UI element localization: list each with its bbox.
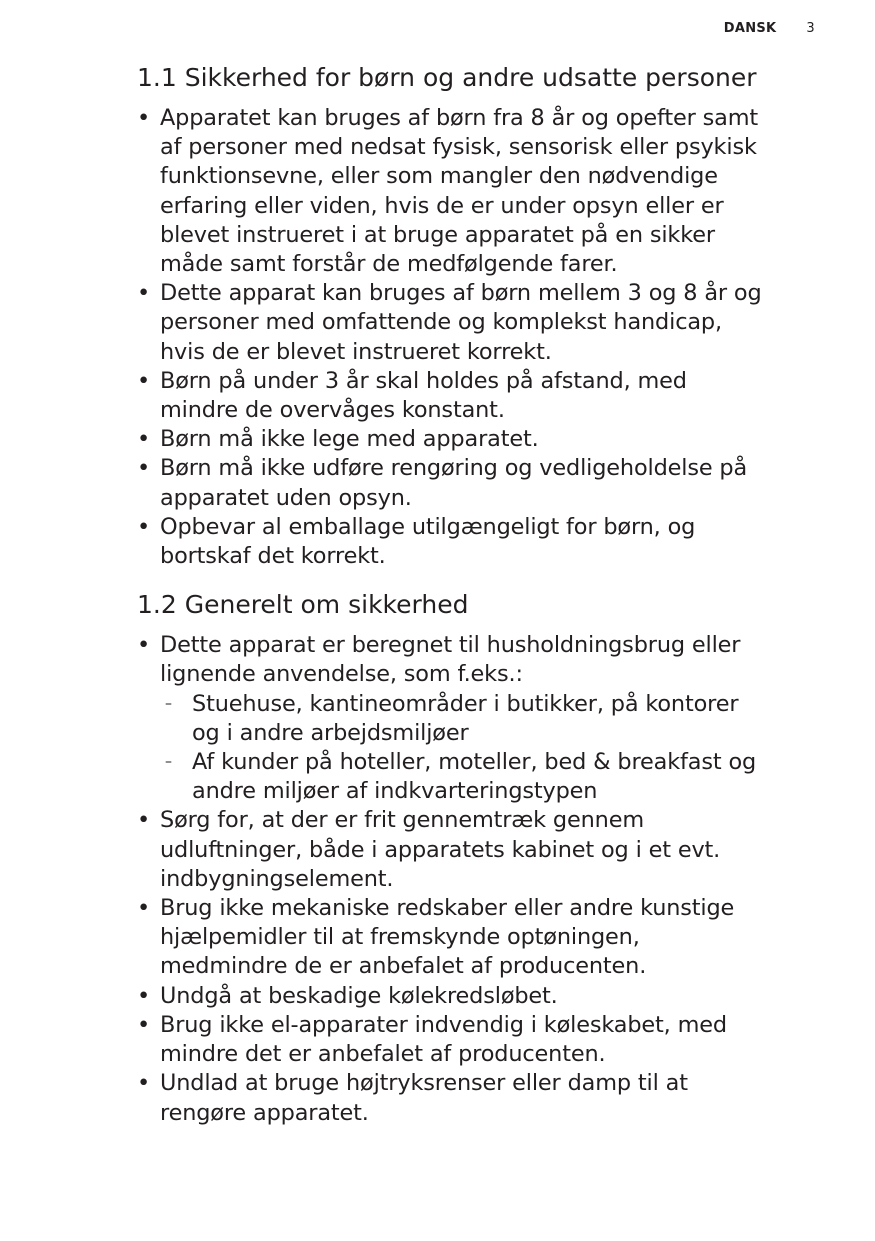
line: Børn må ikke udføre rengøring og vedligeholdelse på [160, 455, 748, 482]
section-1-number: 1.1 [137, 63, 177, 92]
line: personer med omfattende og komplekst handicap, [160, 309, 722, 336]
section-2-title: Generelt om sikkerhed [184, 590, 469, 620]
section-1-list [137, 104, 827, 571]
section-1-title: Sikkerhed for børn og andre udsatte personer [184, 63, 757, 92]
line: mindre de overvåges konstant. [160, 397, 505, 424]
list-item [137, 367, 827, 425]
line: Apparatet kan bruges af børn fra 8 år og opefter samt [160, 105, 759, 131]
list-item [137, 279, 827, 367]
section-2-heading [137, 589, 827, 621]
line: Brug ikke el-apparater indvendig i køleskabet, med [160, 1011, 727, 1038]
line: Børn på under 3 år skal holdes på afstand, med [160, 367, 687, 394]
line: udluftninger, både i apparatets kabinet og i et evt. [160, 836, 721, 863]
page-content [137, 62, 827, 1128]
sub-list [160, 690, 827, 807]
line: Opbevar al emballage utilgængeligt for børn, og [160, 513, 696, 540]
list-item [137, 631, 827, 806]
line: bortskaf det korrekt. [160, 543, 386, 570]
line: Børn må ikke lege med apparatet. [160, 426, 539, 453]
line: Dette apparat kan bruges af børn mellem 3 og 8 år og [160, 280, 762, 307]
line: Af kunder på hoteller, moteller, bed & breakfast og [192, 749, 757, 776]
line: hvis de er blevet instrueret korrekt. [160, 338, 552, 365]
line: Brug ikke mekaniske redskaber eller andre kunstige [160, 895, 735, 922]
page-header [724, 21, 815, 36]
section-1-heading [137, 62, 827, 94]
list-item [137, 454, 827, 512]
line: af personer med nedsat fysisk, sensorisk eller psykisk [160, 134, 757, 161]
list-item [137, 982, 827, 1011]
line: Sørg for, at der er frit gennemtræk gennem [160, 807, 644, 834]
line: indbygningselement. [160, 865, 394, 892]
list-item [137, 806, 827, 894]
line: apparatet uden opsyn. [160, 484, 412, 511]
list-item [137, 104, 827, 279]
line: Undlad at bruge højtryksrenser eller damp til at [160, 1070, 688, 1097]
line: lignende anvendelse, som f.eks.: [160, 661, 523, 688]
list-item [137, 513, 827, 571]
line: erfaring eller viden, hvis de er under opsyn eller er [160, 192, 724, 219]
line: hjælpemidler til at fremskynde optøningen, [160, 924, 640, 951]
line: og i andre arbejdsmiljøer [192, 719, 469, 746]
language-label: DANSK [723, 21, 777, 36]
sub-list-item [160, 690, 827, 748]
list-item [137, 425, 827, 454]
list-item [137, 1069, 827, 1127]
line: medmindre de er anbefalet af producenten. [160, 953, 647, 980]
line: Undgå at beskadige kølekredsløbet. [160, 982, 558, 1009]
line: funktionsevne, eller som mangler den nødvendige [160, 163, 718, 190]
sub-list-item [160, 748, 827, 806]
section-2-number: 1.2 [137, 590, 177, 620]
line: blevet instrueret i at bruge apparatet på en sikker [160, 221, 715, 248]
line: måde samt forstår de medfølgende farer. [160, 251, 618, 278]
page-number: 3 [806, 21, 815, 36]
list-item [137, 894, 827, 982]
list-item [137, 1011, 827, 1069]
line: andre miljøer af indkvarteringstypen [192, 778, 598, 805]
line: rengøre apparatet. [160, 1099, 369, 1126]
line: Stuehuse, kantineområder i butikker, på kontorer [192, 690, 739, 717]
section-2-list [137, 631, 827, 1127]
line: Dette apparat er beregnet til husholdningsbrug eller [160, 632, 741, 659]
line: mindre det er anbefalet af producenten. [160, 1041, 606, 1068]
